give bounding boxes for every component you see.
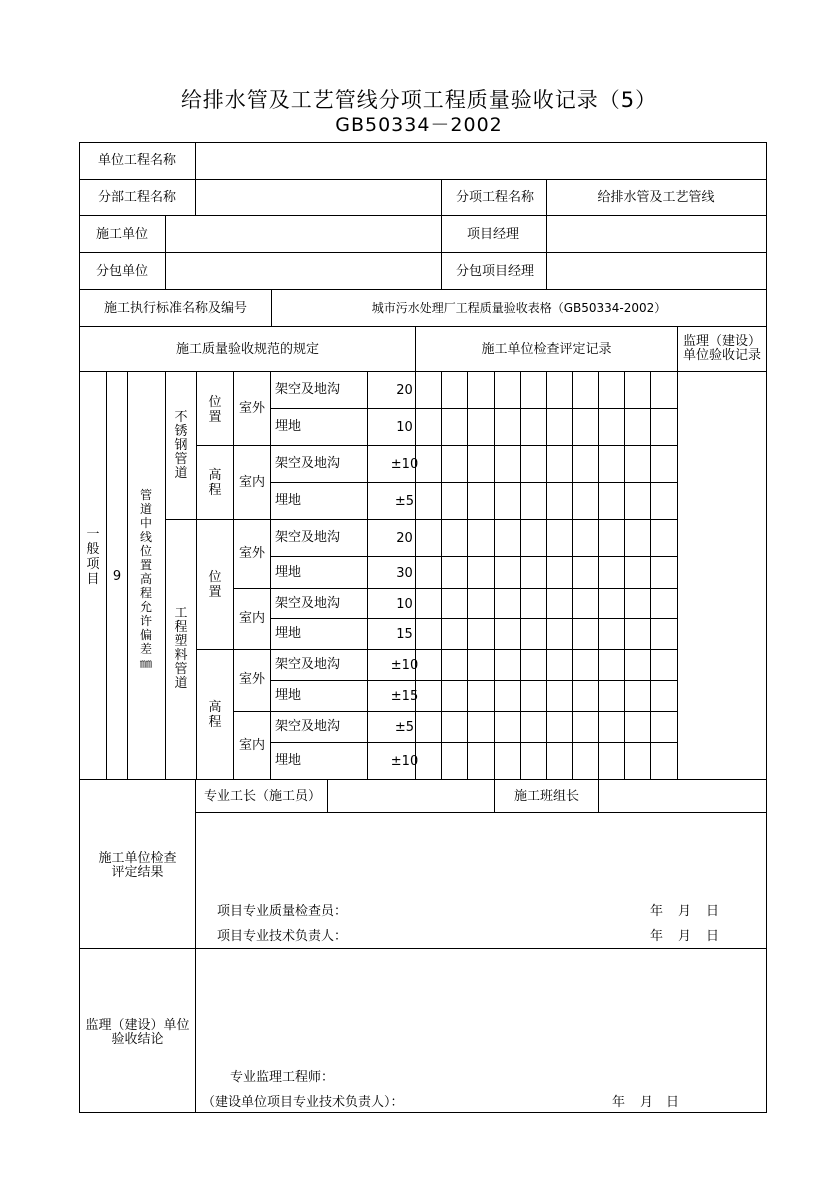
condition-cell: 架空及地沟 [275,382,341,397]
tech-lead-label: 项目专业技术负责人： [217,929,348,944]
location-outdoor: 室外 [239,546,266,561]
tolerance-cell: ±15 [390,689,419,704]
condition-cell: 埋地 [275,419,302,434]
tolerance-cell: ±10 [390,658,419,673]
date-month: 月 [678,904,692,919]
tolerance-cell: ±10 [390,457,419,472]
supervising-engineer-label: 专业监理工程师： [230,1070,335,1085]
location-outdoor: 室外 [239,401,266,416]
date-day: 日 [706,929,720,944]
inspection-result-label-1: 施工单位检查 [98,851,177,866]
tolerance-cell: ±5 [394,720,415,735]
condition-cell: 架空及地沟 [275,596,341,611]
tolerance-cell: 20 [396,383,413,398]
standard-label: 施工执行标准名称及编号 [104,301,248,316]
tolerance-cell: ±5 [394,494,415,509]
tolerance-cell: ±10 [390,754,419,769]
subitem-value: 给排水管及工艺管线 [597,190,715,205]
unit-project-label: 单位工程名称 [98,153,177,168]
pipe-type-plastic: 工程塑料管道 [174,606,188,691]
date-month: 月 [640,1095,654,1110]
item-name: 管道中线位置高程允许偏差㎜ [139,488,152,670]
condition-cell: 埋地 [275,493,302,508]
tolerance-cell: 30 [396,566,413,581]
standard-value: 城市污水处理厂工程质量验收表格（GB50334-2002） [371,301,667,315]
location-indoor: 室内 [239,475,266,490]
condition-cell: 埋地 [275,565,302,580]
subitem-label: 分项工程名称 [456,190,535,205]
condition-cell: 架空及地沟 [275,719,341,734]
foreman-label: 专业工长（施工员） [204,789,322,804]
position-label-b: 位置 [208,570,222,600]
sub-pm-label: 分包项目经理 [456,264,535,279]
item-number: 9 [112,569,122,584]
check-column-title: 施工单位检查评定记录 [481,342,612,357]
tolerance-cell: 10 [396,420,413,435]
supervision-column-title-1: 监理（建设） [682,334,761,349]
condition-cell: 埋地 [275,753,302,768]
condition-cell: 架空及地沟 [275,456,341,471]
pm-label: 项目经理 [467,227,520,242]
page-title: 给排水管及工艺管线分项工程质量验收记录（5） [180,88,658,112]
sub-unit-label: 分包单位 [96,264,149,279]
date-month: 月 [678,929,692,944]
location-indoor: 室内 [239,611,266,626]
pipe-type-stainless: 不锈钢管道 [174,410,188,481]
tolerance-cell: 20 [396,531,413,546]
location-outdoor: 室外 [239,672,266,687]
supervision-label-1: 监理（建设）单位 [85,1018,190,1033]
date-year: 年 [650,904,664,919]
condition-cell: 埋地 [275,626,302,641]
qc-inspector-label: 项目专业质量检查员： [217,904,348,919]
tolerance-cell: 10 [396,597,413,612]
supervision-column-title-2: 单位验收记录 [682,348,761,363]
owner-tech-lead-label: （建设单位项目专业技术负责人）： [202,1095,404,1110]
supervision-label-2: 验收结论 [111,1032,164,1047]
location-indoor: 室内 [239,738,266,753]
team-leader-label: 施工班组长 [514,789,580,804]
division-label: 分部工程名称 [98,190,177,205]
spec-column-title: 施工质量验收规范的规定 [175,342,319,357]
condition-cell: 架空及地沟 [275,530,341,545]
date-day: 日 [706,904,720,919]
date-year: 年 [650,929,664,944]
contractor-label: 施工单位 [96,227,149,242]
date-day: 日 [666,1095,680,1110]
elevation-label-b: 高程 [208,700,222,730]
standard-code: GB50334－2002 [335,114,503,136]
tolerance-cell: 15 [396,627,413,642]
date-year: 年 [612,1095,626,1110]
inspection-result-label-2: 评定结果 [111,865,164,880]
condition-cell: 埋地 [275,688,302,703]
general-items-label: 一般项目 [86,527,100,587]
condition-cell: 架空及地沟 [275,657,341,672]
position-label-a: 位置 [208,395,222,425]
elevation-label-a: 高程 [208,468,222,498]
